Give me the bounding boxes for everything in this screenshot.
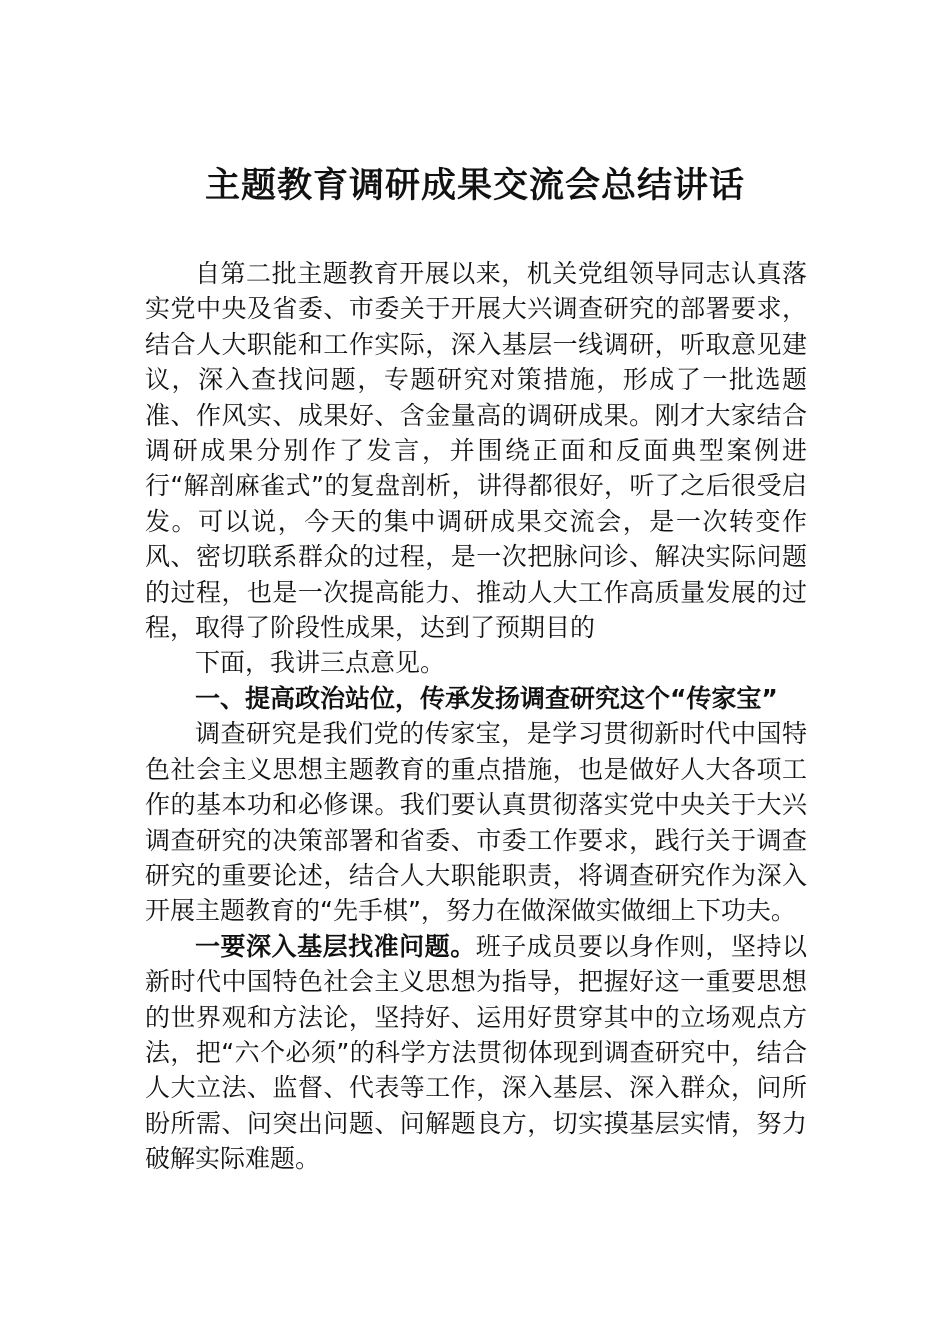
intro-tail-paragraph: 下面，我讲三点意见。 <box>195 648 446 678</box>
intro-paragraph: 自第二批主题教育开展以来，机关党组领导同志认真落实党中央及省委、市委关于开展大兴调查研究的部署要求，结合人大职能和工作实际，深入基层一线调研，听取意见建议，深入查找问题，专题研究对策措施，形成了一批选题准、作风实、成果好、含金量高的调研成果。刚才大家结合调研成果分别作了发言，并围绕正面和反面典型案例进行“解剖麻雀式”的复盘剖析，讲得都很好，听了之后很受启发。可以说，今天的集中调研成果交流会，是一次转变作风、密切联系群众的过程，是一次把脉问诊、解决实际问题的过程，也是一次提高能力、推动人大工作高质量发展的过程，取得了阶段性成果，达到了预期目的 <box>145 259 807 643</box>
section-1-paragraph: 调查研究是我们党的传家宝，是学习贯彻新时代中国特色社会主义思想主题教育的重点措施，也是做好人大各项工作的基本功和必修课。我们要认真贯彻落实党中央关于大兴调查研究的决策部署和省委、市委工作要求，践行关于调查研究的重要论述，结合人大职能职责，将调查研究作为深入开展主题教育的“先手棋”，努力在做深做实做细上下功夫。 <box>145 719 807 926</box>
document-title: 主题教育调研成果交流会总结讲话 <box>204 165 745 206</box>
document-body <box>145 256 807 1177</box>
point-1-paragraph <box>145 929 807 1177</box>
section-heading-1: 一、提高政治站位，传承发扬调查研究这个“传家宝” <box>195 683 778 713</box>
point-1-body: 班子成员要以身作则，坚持以新时代中国特色社会主义思想为指导，把握好这一重要思想的世界观和方法论，坚持好、运用好贯穿其中的立场观点方法，把“六个必须”的科学方法贯彻体现到调查研究中，结合人大立法、监督、代表等工作，深入基层、深入群众，问所盼所需、问突出问题、问解题良方，切实摸基层实情，努力破解实际难题。 <box>145 931 807 1174</box>
point-1-lead: 一要深入基层找准问题。 <box>195 931 476 961</box>
